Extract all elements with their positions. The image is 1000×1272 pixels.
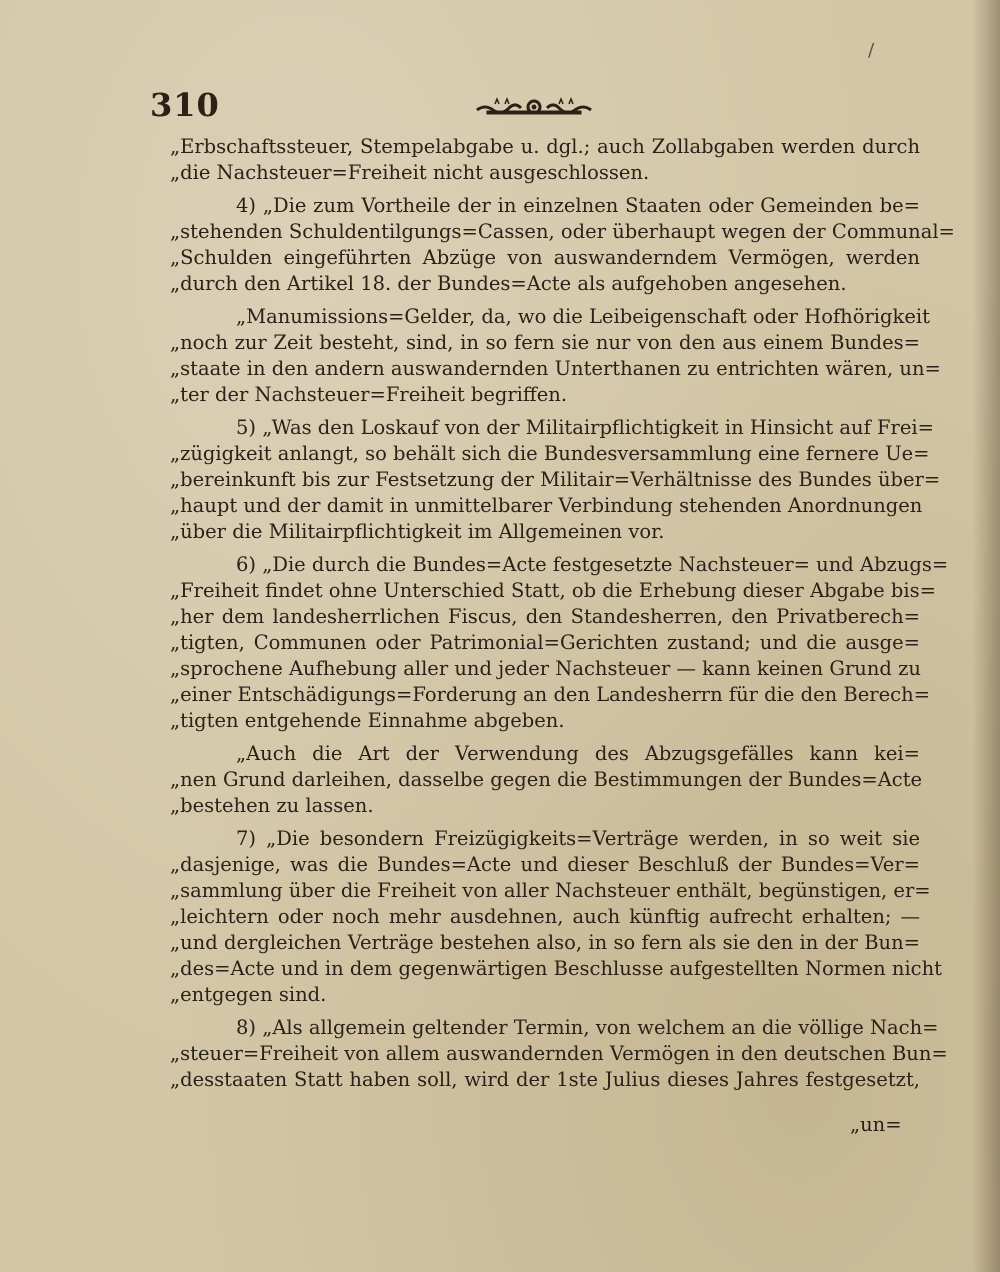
text-line: „tigten entgehende Einnahme abgeben. [170,709,565,732]
text-line: „und dergleichen Verträge bestehen also, in so fern als sie den in der Bun= [170,931,920,954]
text-line: „Erbschaftssteuer, Stempelabgabe u. dgl.; auch Zollabgaben werden durch [170,135,920,158]
text-line: „bereinkunft bis zur Festsetzung der Militair=Verhältnisse des Bundes über= [170,468,941,491]
text-line: 7) „Die besondern Freizügigkeits=Verträge werden, in so weit sie [236,827,920,850]
text-line: „Freiheit findet ohne Unterschied Statt, ob die Erhebung dieser Abgabe bis= [170,579,936,602]
running-header [150,86,910,126]
text-line: „die Nachsteuer=Freiheit nicht ausgeschlossen. [170,161,650,184]
text-line: „sprochene Aufhebung aller und jeder Nachsteuer — kann keinen Grund zu [170,657,921,680]
text-line: „Manumissions=Gelder, da, wo die Leibeigenschaft oder Hofhörigkeit [236,305,930,328]
text-line: „dasjenige, was die Bundes=Acte und dieser Beschluß der Bundes=Ver= [170,853,920,876]
paragraph [170,134,920,186]
text-line: „tigten, Communen oder Patrimonial=Gerichten zustand; und die ausge= [170,631,920,654]
text-line: „leichtern oder noch mehr ausdehnen, auch künftig aufrecht erhalten; — [170,905,920,928]
paragraph [170,193,955,297]
text-line: 6) „Die durch die Bundes=Acte festgesetzte Nachsteuer= und Abzugs= [236,553,949,576]
printer-ornament-icon [475,96,593,118]
text-line: 8) „Als allgemein geltender Termin, von welchem an die völlige Nach= [236,1016,939,1039]
text-line: „her dem landesherrlichen Fiscus, den Standesherren, den Privatberech= [170,605,920,628]
text-line: „staate in den andern auswandernden Unterthanen zu entrichten wären, un= [170,357,941,380]
text-line: „Auch die Art der Verwendung des Abzugsgefälles kann kei= [236,742,920,765]
paragraph [170,552,949,734]
text-line: „desstaaten Statt haben soll, wird der 1ste Julius dieses Jahres festgesetzt, [170,1068,920,1091]
text-line: „sammlung über die Freiheit von aller Nachsteuer enthält, begünstigen, er= [170,879,931,902]
text-line: „durch den Artikel 18. der Bundes=Acte als aufgehoben angesehen. [170,272,847,295]
paragraph [170,415,941,545]
page-spine-shadow [972,0,1000,1272]
text-line: „über die Militairpflichtigkeit im Allgemeinen vor. [170,520,665,543]
text-line: „steuer=Freiheit von allem auswandernden Vermögen in den deutschen Bun= [170,1042,948,1065]
text-line: 4) „Die zum Vortheile der in einzelnen Staaten oder Gemeinden be= [236,194,920,217]
text-line: „bestehen zu lassen. [170,794,374,817]
text-line: „einer Entschädigungs=Forderung an den Landesherrn für die den Berech= [170,683,930,706]
paragraph [170,741,923,819]
text-line: „entgegen sind. [170,983,327,1006]
text-line: „haupt und der damit in unmittelbarer Verbindung stehenden Anordnungen [170,494,923,517]
text-line: „zügigkeit anlangt, so behält sich die Bundesversammlung eine fernere Ue= [170,442,930,465]
body-text [170,134,955,1100]
text-line: „des=Acte und in dem gegenwärtigen Beschlusse aufgestellten Normen nicht [170,957,942,980]
top-mark: / [868,40,875,61]
text-line: 5) „Was den Loskauf von der Militairpflichtigkeit in Hinsicht auf Frei= [236,416,934,439]
text-line: „nen Grund darleihen, dasselbe gegen die Bestimmungen der Bundes=Acte [170,768,923,791]
paragraph [170,304,941,408]
page-number: 310 [150,86,220,124]
text-line: „Schulden eingeführten Abzüge von auswanderndem Vermögen, werden [170,246,920,269]
text-line: „stehenden Schuldentilgungs=Cassen, oder überhaupt wegen der Communal= [170,220,955,243]
paragraph [170,1015,948,1093]
text-line: „noch zur Zeit besteht, sind, in so fern sie nur von den aus einem Bundes= [170,331,920,354]
text-line: „ter der Nachsteuer=Freiheit begriffen. [170,383,568,406]
catchword: „un= [850,1113,902,1136]
paragraph [170,826,942,1008]
